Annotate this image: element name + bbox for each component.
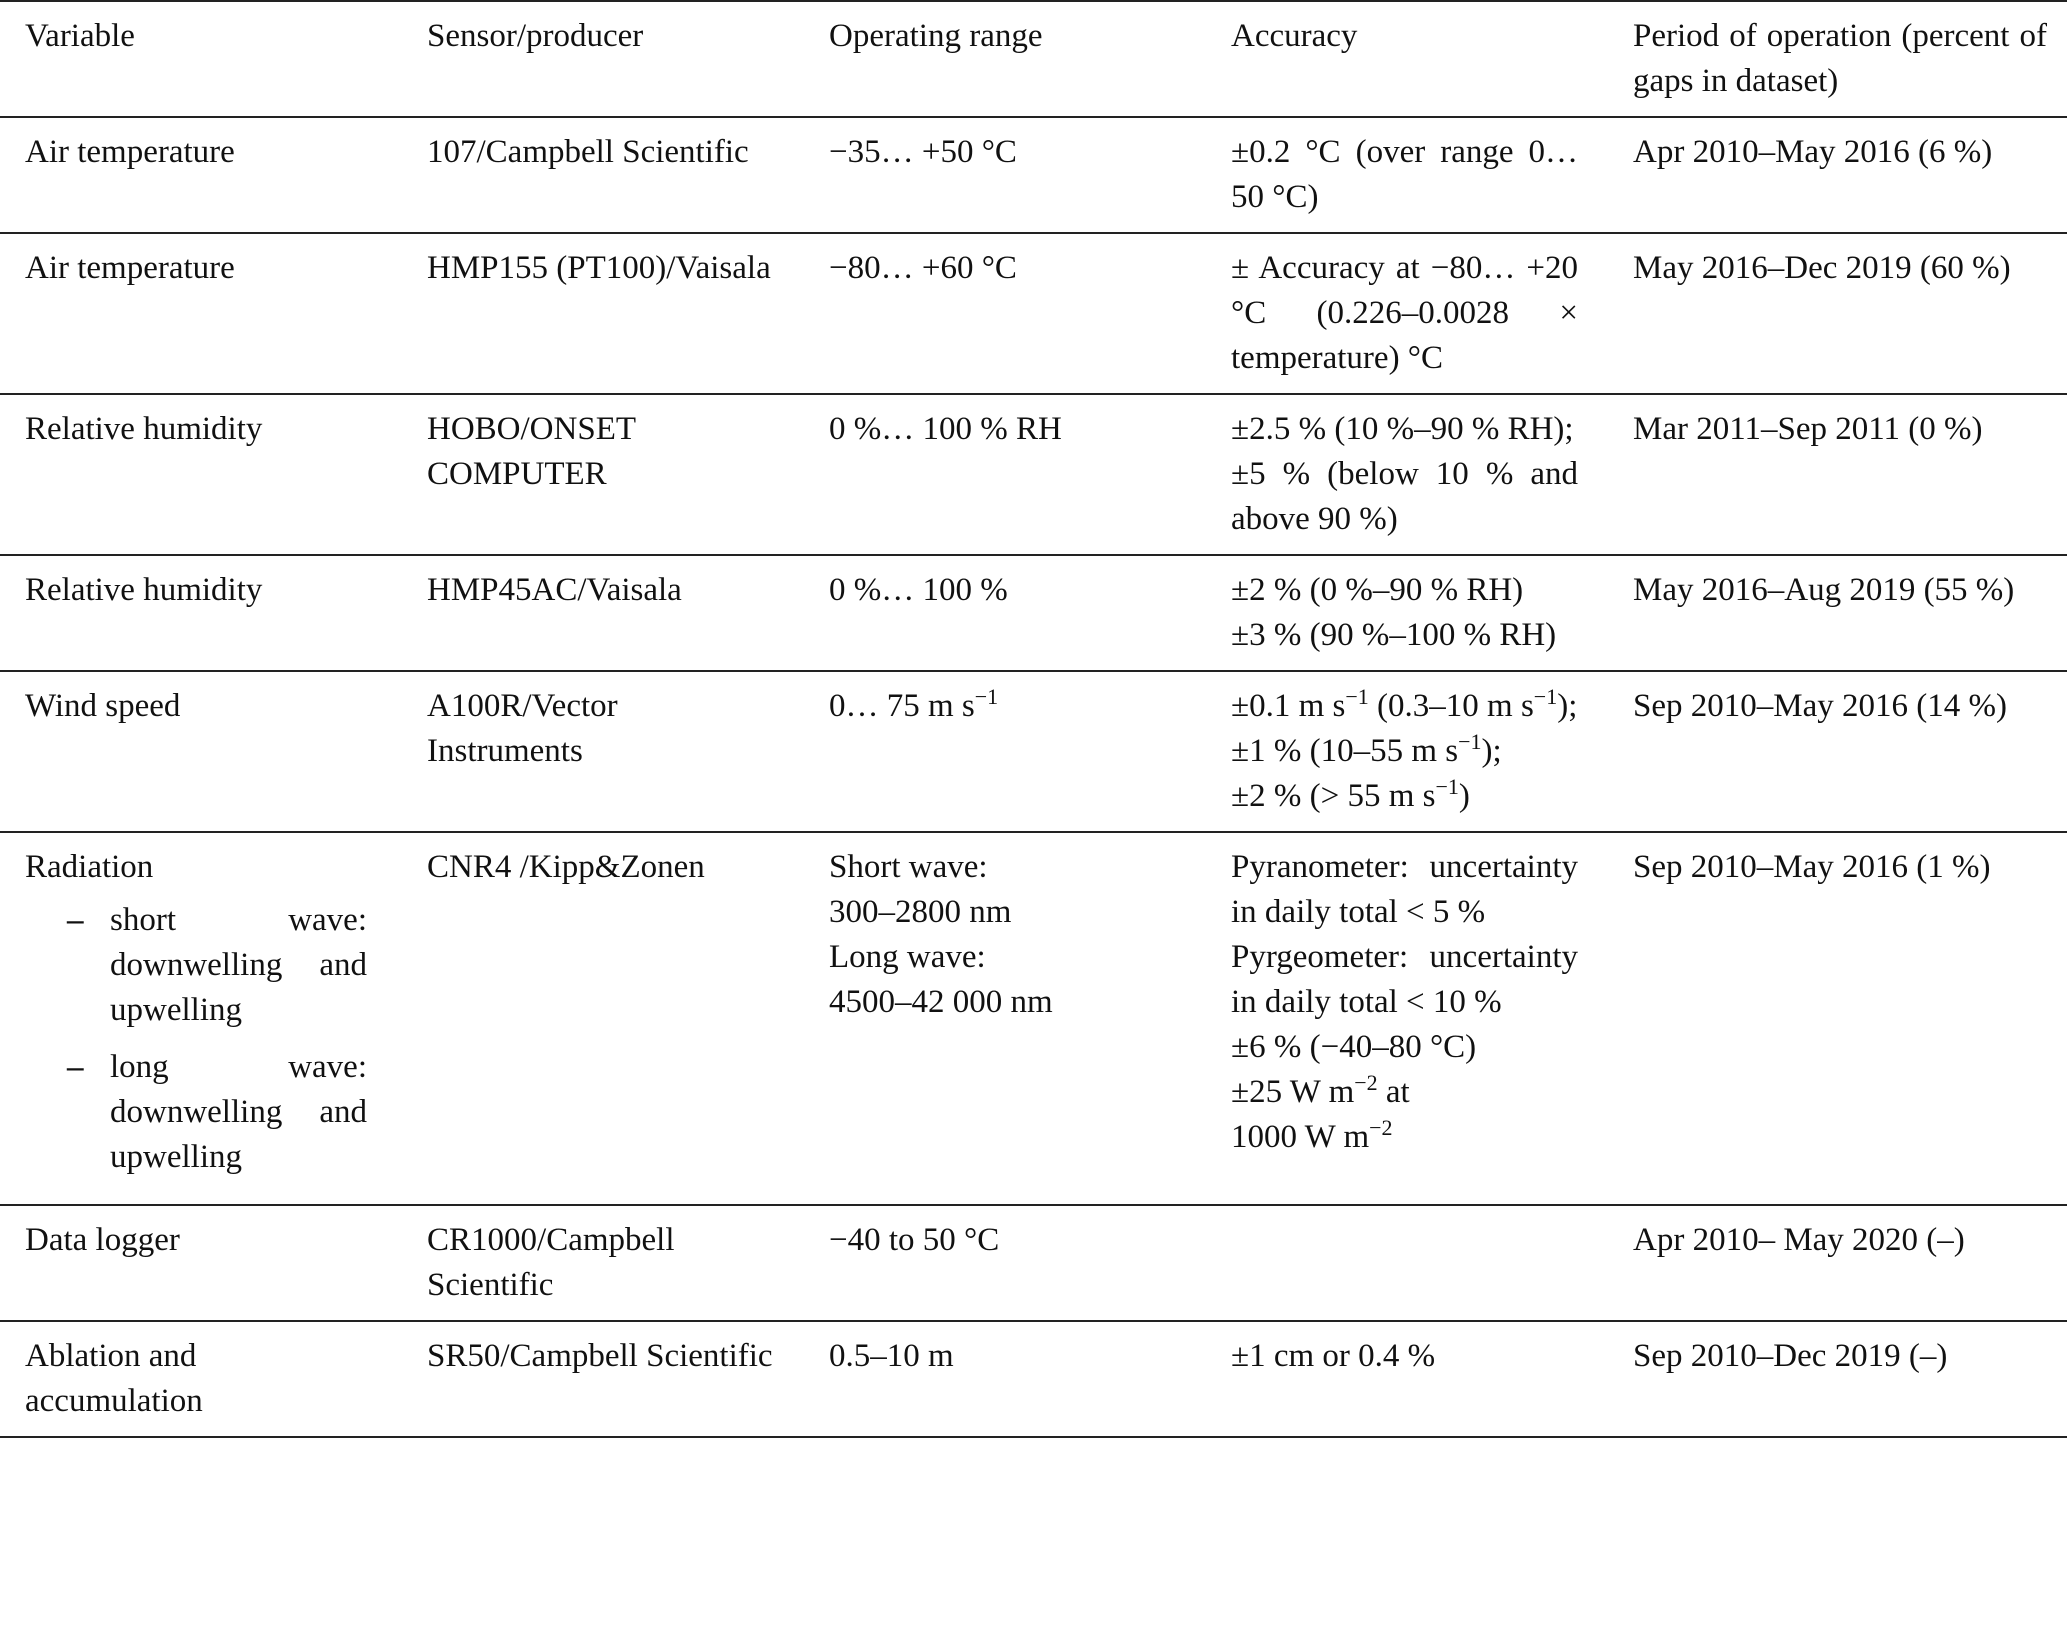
accuracy-line: ±5 % (below 10 % and above 90 %) (1231, 456, 1578, 537)
cell-accuracy (1206, 555, 1608, 671)
table-row (0, 671, 2067, 832)
accuracy-text: ); (1481, 733, 1502, 769)
range-line: 300–2800 nm (829, 894, 1012, 930)
unit-exponent: −1 (1435, 774, 1459, 799)
cell-period: Sep 2010–May 2016 (1 %) (1633, 849, 1991, 885)
cell-accuracy (1206, 1321, 1608, 1437)
cell-range: −35… +50 °C (829, 134, 1017, 170)
cell-period: Sep 2010–May 2016 (14 %) (1633, 688, 2007, 724)
unit-exponent: −1 (1533, 684, 1558, 709)
accuracy-line: Pyrgeometer: uncertainty in daily total < 10 % (1231, 939, 1578, 1020)
cell-range: 0.5–10 m (829, 1338, 954, 1374)
range-text: 0… 75 m s (829, 688, 975, 724)
cell-range (804, 832, 1206, 1205)
cell-range: −40 to 50 °C (829, 1222, 1000, 1258)
cell-sensor: A100R/Vector Instruments (427, 688, 618, 769)
cell-period: Apr 2010– May 2020 (–) (1633, 1222, 1965, 1258)
cell-sensor: HMP45AC/Vaisala (427, 572, 682, 608)
accuracy-text: at (1377, 1074, 1410, 1110)
table-row (0, 555, 2067, 671)
header-accuracy: Accuracy (1231, 18, 1358, 54)
accuracy-line (1231, 729, 1578, 774)
unit-exponent: −1 (1345, 684, 1369, 709)
table-row (0, 394, 2067, 555)
accuracy-line: ±2 % (0 %–90 % RH) (1231, 572, 1524, 608)
accuracy-text: ±0.1 m s (1231, 688, 1346, 724)
cell-variable: Air temperature (25, 250, 235, 286)
accuracy-text: 1000 W m (1231, 1119, 1370, 1155)
cell-variable: Ablation and accumulation (25, 1338, 203, 1419)
header-period: Period of operation (percent of gaps in dataset) (1633, 18, 2047, 99)
dash-bullet: – (67, 1049, 84, 1085)
accuracy-line: Pyranometer: uncertainty in daily total < 5 % (1231, 849, 1578, 930)
cell-sensor: CNR4 /Kipp&Zonen (427, 849, 705, 885)
table-header-row (0, 1, 2067, 117)
accuracy-line (1231, 1070, 1578, 1115)
accuracy-line (1231, 1115, 1578, 1160)
unit-exponent: −2 (1354, 1070, 1378, 1095)
range-line: 4500–42 000 nm (829, 984, 1053, 1020)
accuracy-line: ±0.2 °C (over range 0… 50 °C) (1231, 134, 1578, 215)
cell-variable (0, 832, 402, 1205)
accuracy-line: ±3 % (90 %–100 % RH) (1231, 617, 1557, 653)
table-row (0, 117, 2067, 233)
cell-variable: Relative humidity (25, 411, 263, 447)
accuracy-line: ±1 cm or 0.4 % (1231, 1338, 1436, 1374)
unit-exponent: −1 (1458, 729, 1482, 754)
cell-period: Apr 2010–May 2016 (6 %) (1633, 134, 1993, 170)
header-variable: Variable (25, 18, 135, 54)
table-row (0, 1205, 2067, 1321)
list-item-text: long wave: downwelling and upwelling (110, 1049, 367, 1175)
cell-accuracy (1206, 832, 1608, 1205)
table-row (0, 832, 2067, 1205)
cell-range (804, 671, 1206, 832)
cell-period: May 2016–Aug 2019 (55 %) (1633, 572, 2015, 608)
accuracy-text: ±1 % (10–55 m s (1231, 733, 1459, 769)
cell-variable: Wind speed (25, 688, 181, 724)
accuracy-line: ± Accuracy at −80… +20 °C (0.226–0.0028 × temperature) °C (1231, 250, 1578, 376)
cell-accuracy (1206, 671, 1608, 832)
accuracy-line (1231, 684, 1578, 729)
cell-variable: Air temperature (25, 134, 235, 170)
cell-accuracy (1206, 1205, 1608, 1321)
unit-exponent: −2 (1369, 1115, 1393, 1140)
cell-sensor: HMP155 (PT100)/Vaisala (427, 250, 771, 286)
list-item (25, 1045, 372, 1180)
cell-variable: Data logger (25, 1222, 180, 1258)
accuracy-line: ±2.5 % (10 %–90 % RH); (1231, 411, 1574, 447)
cell-accuracy (1206, 394, 1608, 555)
cell-sensor: SR50/Campbell Scientific (427, 1338, 773, 1374)
cell-range: 0 %… 100 % (829, 572, 1008, 608)
cell-range: −80… +60 °C (829, 250, 1017, 286)
accuracy-text: ) (1458, 778, 1470, 814)
header-sensor: Sensor/producer (427, 18, 644, 54)
accuracy-line: ±6 % (−40–80 °C) (1231, 1029, 1477, 1065)
cell-sensor: CR1000/Campbell Scientific (427, 1222, 675, 1303)
table-row (0, 233, 2067, 394)
variable-text: Radiation (25, 849, 154, 885)
range-line: Short wave: (829, 849, 988, 885)
cell-period: Sep 2010–Dec 2019 (–) (1633, 1338, 1948, 1374)
list-item (25, 898, 372, 1033)
table-row (0, 1321, 2067, 1437)
range-line: Long wave: (829, 939, 986, 975)
accuracy-text: ±25 W m (1231, 1074, 1355, 1110)
accuracy-text: (0.3–10 m s (1368, 688, 1534, 724)
cell-period: May 2016–Dec 2019 (60 %) (1633, 250, 2011, 286)
radiation-sub-list (25, 898, 372, 1180)
header-range: Operating range (829, 18, 1043, 54)
cell-range: 0 %… 100 % RH (829, 411, 1062, 447)
cell-period: Mar 2011–Sep 2011 (0 %) (1633, 411, 1983, 447)
cell-variable: Relative humidity (25, 572, 263, 608)
unit-exponent: −1 (974, 684, 999, 709)
accuracy-line (1231, 774, 1578, 819)
cell-sensor: 107/Campbell Scientific (427, 134, 749, 170)
list-item-text: short wave: downwelling and upwelling (110, 902, 367, 1028)
cell-accuracy (1206, 233, 1608, 394)
cell-sensor: HOBO/ONSET COMPUTER (427, 411, 637, 492)
cell-accuracy (1206, 117, 1608, 233)
accuracy-text: ); (1557, 688, 1578, 724)
dash-bullet: – (67, 902, 84, 938)
accuracy-text: ±2 % (> 55 m s (1231, 778, 1436, 814)
